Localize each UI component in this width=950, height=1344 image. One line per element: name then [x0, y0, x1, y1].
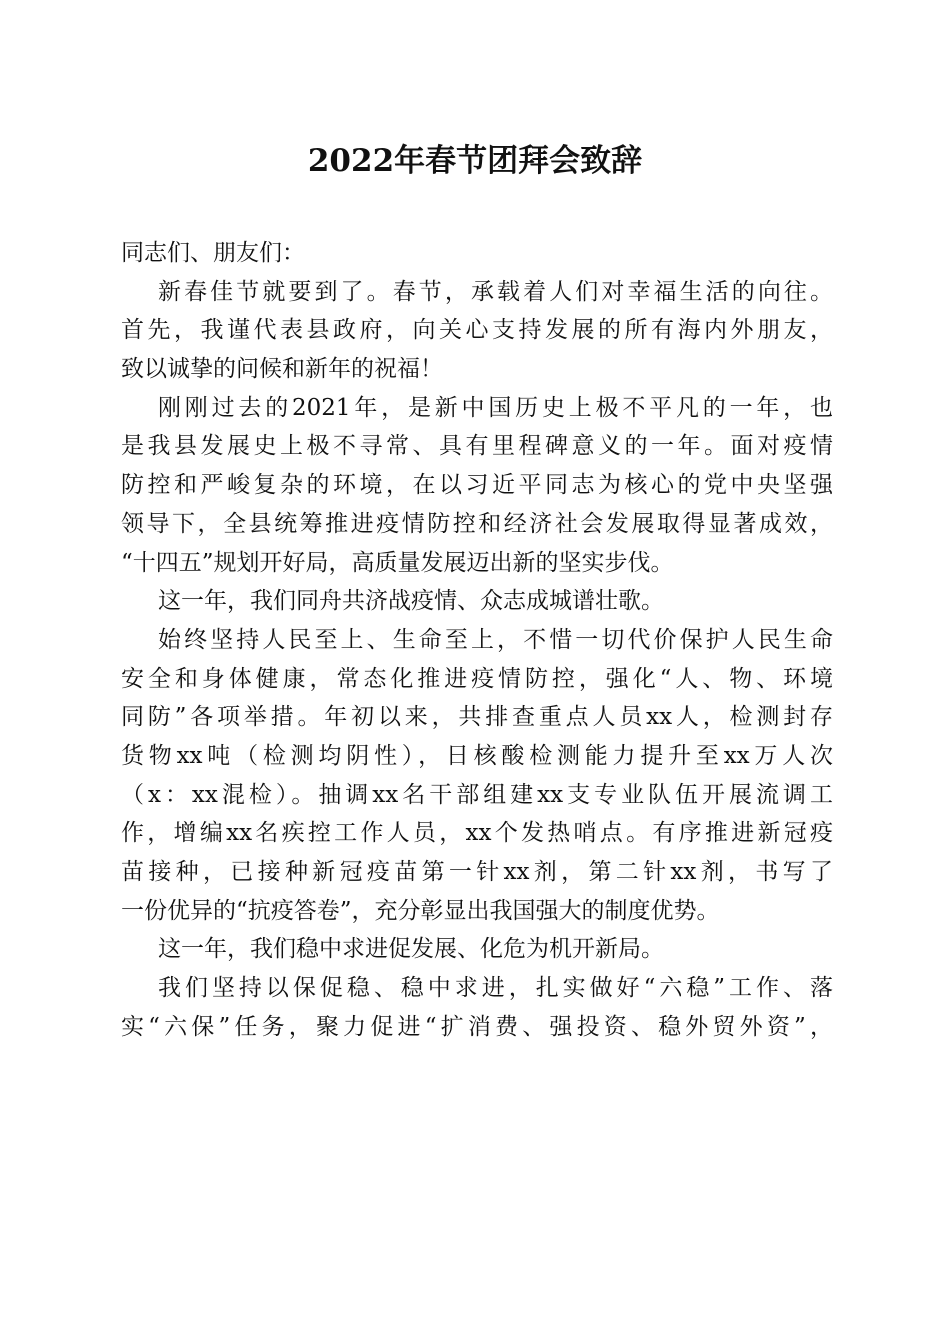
body-line: “十四五”规划开好局，高质量发展迈出新的坚实步伐。 — [121, 549, 674, 576]
body-line: 是我县发展史上极不寻常、具有里程碑意义的一年。面对疫情 — [121, 433, 833, 460]
body-line: 一份优异的“抗疫答卷”，充分彰显出我国强大的制度优势。 — [121, 897, 720, 924]
document-body — [121, 234, 833, 1046]
body-line: 安全和身体健康，常态化推进疫情防控，强化“人、物、环境 — [121, 665, 833, 692]
body-line: 新春佳节就要到了。春节，承载着人们对幸福生活的向往。 — [158, 278, 833, 305]
body-line: 防控和严峻复杂的环境，在以习近平同志为核心的党中央坚强 — [121, 472, 833, 499]
body-line: 这一年，我们同舟共济战疫情、众志成城谱壮歌。 — [158, 588, 664, 615]
body-line: 同志们、朋友们： — [121, 240, 305, 266]
body-line: 货物xx吨（检测均阴性），日核酸检测能力提升至xx万人次 — [121, 742, 833, 769]
body-line: 苗接种，已接种新冠疫苗第一针xx剂，第二针xx剂，书写了 — [121, 859, 833, 885]
body-line: 领导下，全县统筹推进疫情防控和经济社会发展取得显著成效， — [121, 510, 833, 537]
body-line: 首先，我谨代表县政府，向关心支持发展的所有海内外朋友， — [121, 317, 833, 344]
document-title: 2022年春节团拜会致辞 — [307, 143, 643, 179]
body-line: （x：xx混检）。抽调xx名干部组建xx支专业队伍开展流调工 — [121, 781, 833, 808]
body-line: 这一年，我们稳中求进促发展、化危为机开新局。 — [158, 936, 664, 963]
body-line: 我们坚持以保促稳、稳中求进，扎实做好“六稳”工作、落 — [158, 975, 833, 1002]
body-line: 始终坚持人民至上、生命至上，不惜一切代价保护人民生命 — [158, 626, 833, 653]
body-line: 作，增编xx名疾控工作人员，xx个发热哨点。有序推进新冠疫 — [121, 820, 833, 847]
body-line: 致以诚挚的问候和新年的祝福！ — [121, 356, 443, 383]
body-line: 实“六保”任务，聚力促进“扩消费、强投资、稳外贸外资”， — [121, 1013, 833, 1040]
body-line: 刚刚过去的2021年，是新中国历史上极不平凡的一年，也 — [158, 394, 833, 421]
body-line: 同防”各项举措。年初以来，共排查重点人员xx人，检测封存 — [121, 704, 833, 731]
